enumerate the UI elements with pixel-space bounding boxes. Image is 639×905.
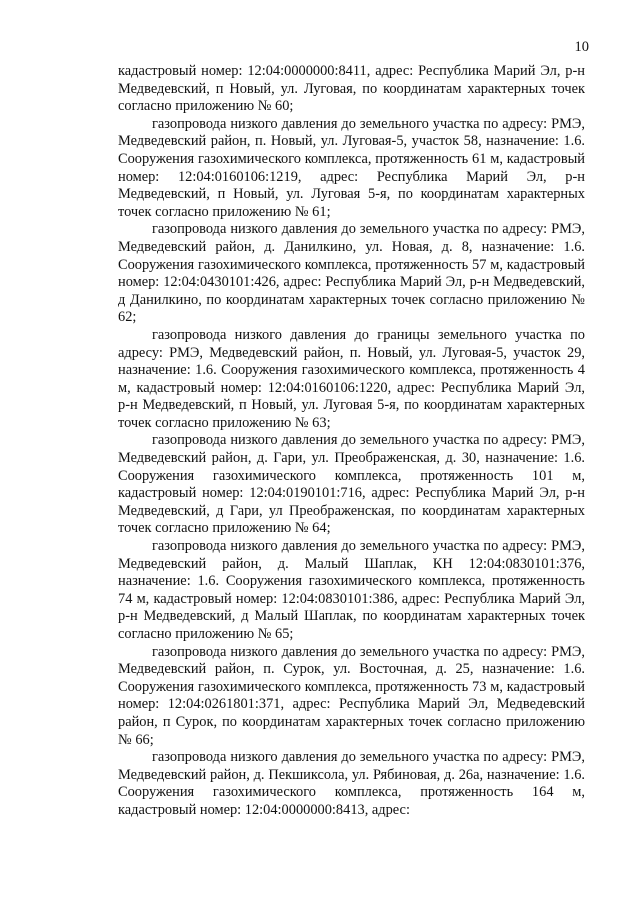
document-body [118,63,585,820]
paragraph-7: газопровода низкого давления до земельного участка по адресу: РМЭ, Медведевский район, п. Сурок, ул. Восточная, д. 25, назначение: 1.6. Сооружения газохимического комплекса, протяженность 73 м, кадастровый номер: 12:04:0261801:371, адрес: Республика Марий Эл, Медведевский район, п Сурок, по координатам характерных точек согласно приложению № 66; [118,643,585,748]
paragraph-1: кадастровый номер: 12:04:0000000:8411, адрес: Республика Марий Эл, р-н Медведевский, п Новый, ул. Луговая, по координатам характерных точек согласно приложению № 60; [118,63,585,115]
paragraph-5: газопровода низкого давления до земельного участка по адресу: РМЭ, Медведевский район, д. Гари, ул. Преображенская, д. 30, назначение: 1.6. Сооружения газохимического комплекса, протяженность 101 м, кадастровый номер: 12:04:0190101:716, адрес: Республика Марий Эл, р-н Медведевский, д Гари, ул Преображенская, по координатам характерных точек согласно приложению № 64; [118,432,585,537]
paragraph-6: газопровода низкого давления до земельного участка по адресу: РМЭ, Медведевский район, д. Малый Шаплак, КН 12:04:0830101:376, назначение: 1.6. Сооружения газохимического комплекса, протяженность 74 м, кадастровый номер: 12:04:0830101:386, адрес: Республика Марий Эл, р-н Медведевский, д Малый Шаплак, по координатам характерных точек согласно приложению № 65; [118,538,585,642]
page-number: 10 [574,39,589,55]
paragraph-3: газопровода низкого давления до земельного участка по адресу: РМЭ, Медведевский район, д. Данилкино, ул. Новая, д. 8, назначение: 1.6. Сооружения газохимического комплекса, протяженность 57 м, кадастровый номер: 12:04:0430101:426, адрес: Республика Марий Эл, р-н Медведевский, д Данилкино, по координатам характерных точек согласно приложению № 62; [118,221,585,326]
paragraph-8: газопровода низкого давления до земельного участка по адресу: РМЭ, Медведевский район, д. Пекшиксола, ул. Рябиновая, д. 26а, назначение: 1.6. Сооружения газохимического комплекса, протяженность 164 м, кадастровый номер: 12:04:0000000:8413, адрес: [118,749,585,818]
paragraph-2: газопровода низкого давления до земельного участка по адресу: РМЭ, Медведевский район, п. Новый, ул. Луговая-5, участок 58, назначение: 1.6. Сооружения газохимического комплекса, протяженность 61 м, кадастровый номер: 12:04:0160106:1219, адрес: Республика Марий Эл, р-н Медведевский, п Новый, ул. Луговая 5-я, по координатам характерных точек согласно приложению № 61; [118,115,585,220]
paragraph-4: газопровода низкого давления до границы земельного участка по адресу: РМЭ, Медведевский район, п. Новый, ул. Луговая-5, участок 29, назначение: 1.6. Сооружения газохимического комплекса, протяженность 4 м, кадастровый номер: 12:04:0160106:1220, адрес: Республика Марий Эл, р-н Медведевский, п Новый, ул. Луговая 5-я, по координатам характерных точек согласно приложению № 63; [118,326,585,431]
